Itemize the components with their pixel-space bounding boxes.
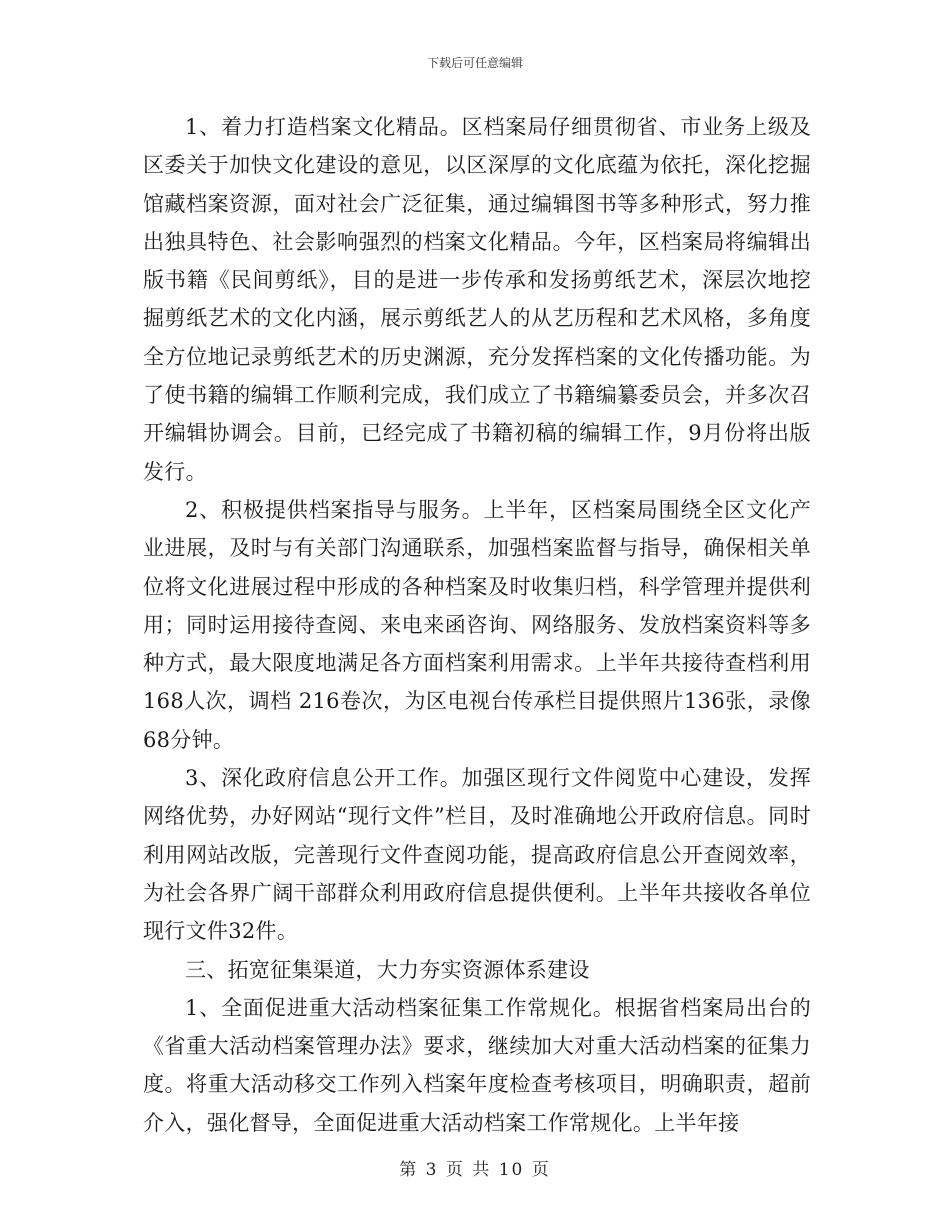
document-body	[143, 108, 811, 1142]
paragraph-info-disclosure: 3、深化政府信息公开工作。加强区现行文件阅览中心建设，发挥网络优势，办好网站“现行文件”栏目，及时准确地公开政府信息。同时利用网站改版，完善现行文件查阅功能，提高政府信息公开查阅效率，为社会各界广阔干部群众利用政府信息提供便利。上半年共接收各单位现行文件32件。	[143, 766, 811, 944]
paragraph-major-events: 1、全面促进重大活动档案征集工作常规化。根据省档案局出台的《省重大活动档案管理办法》要求，继续加大对重大活动档案的征集力度。将重大活动移交工作列入档案年度检查考核项目，明确职责，超前介入，强化督导，全面促进重大活动档案工作常规化。上半年接	[143, 995, 811, 1135]
section-heading: 三、拓宽征集渠道，大力夯实资源体系建设	[185, 957, 590, 982]
page-number: 第 3 页 共 10 页	[399, 1160, 551, 1180]
paragraph-archive-culture: 1、着力打造档案文化精品。区档案局仔细贯彻省、市业务上级及区委关于加快文化建设的意见，以区深厚的文化底蕴为依托，深化挖掘馆藏档案资源，面对社会广泛征集，通过编辑图书等多种形式，努力推出独具特色、社会影响强烈的档案文化精品。今年，区档案局将编辑出版书籍《民间剪纸》，目的是进一步传承和发扬剪纸艺术，深层次地挖掘剪纸艺术的文化内涵，展示剪纸艺人的从艺历程和艺术风格，多角度全方位地记录剪纸艺术的历史渊源，充分发挥档案的文化传播功能。为了使书籍的编辑工作顺利完成，我们成立了书籍编纂委员会，并多次召开编辑协调会。目前，已经完成了书籍初稿的编辑工作，9月份将出版发行。	[143, 115, 811, 484]
paragraph-archive-guidance: 2、积极提供档案指导与服务。上半年，区档案局围绕全区文化产业进展，及时与有关部门沟通联系，加强档案监督与指导，确保相关单位将文化进展过程中形成的各种档案及时收集归档，科学管理并提供利用；同时运用接待查阅、来电来函咨询、网络服务、发放档案资料等多种方式，最大限度地满足各方面档案利用需求。上半年共接待查档利用168人次，调档 216卷次，为区电视台传承栏目提供照片136张，录像68分钟。	[143, 497, 811, 752]
page-header: 下载后可任意编辑	[426, 56, 523, 70]
